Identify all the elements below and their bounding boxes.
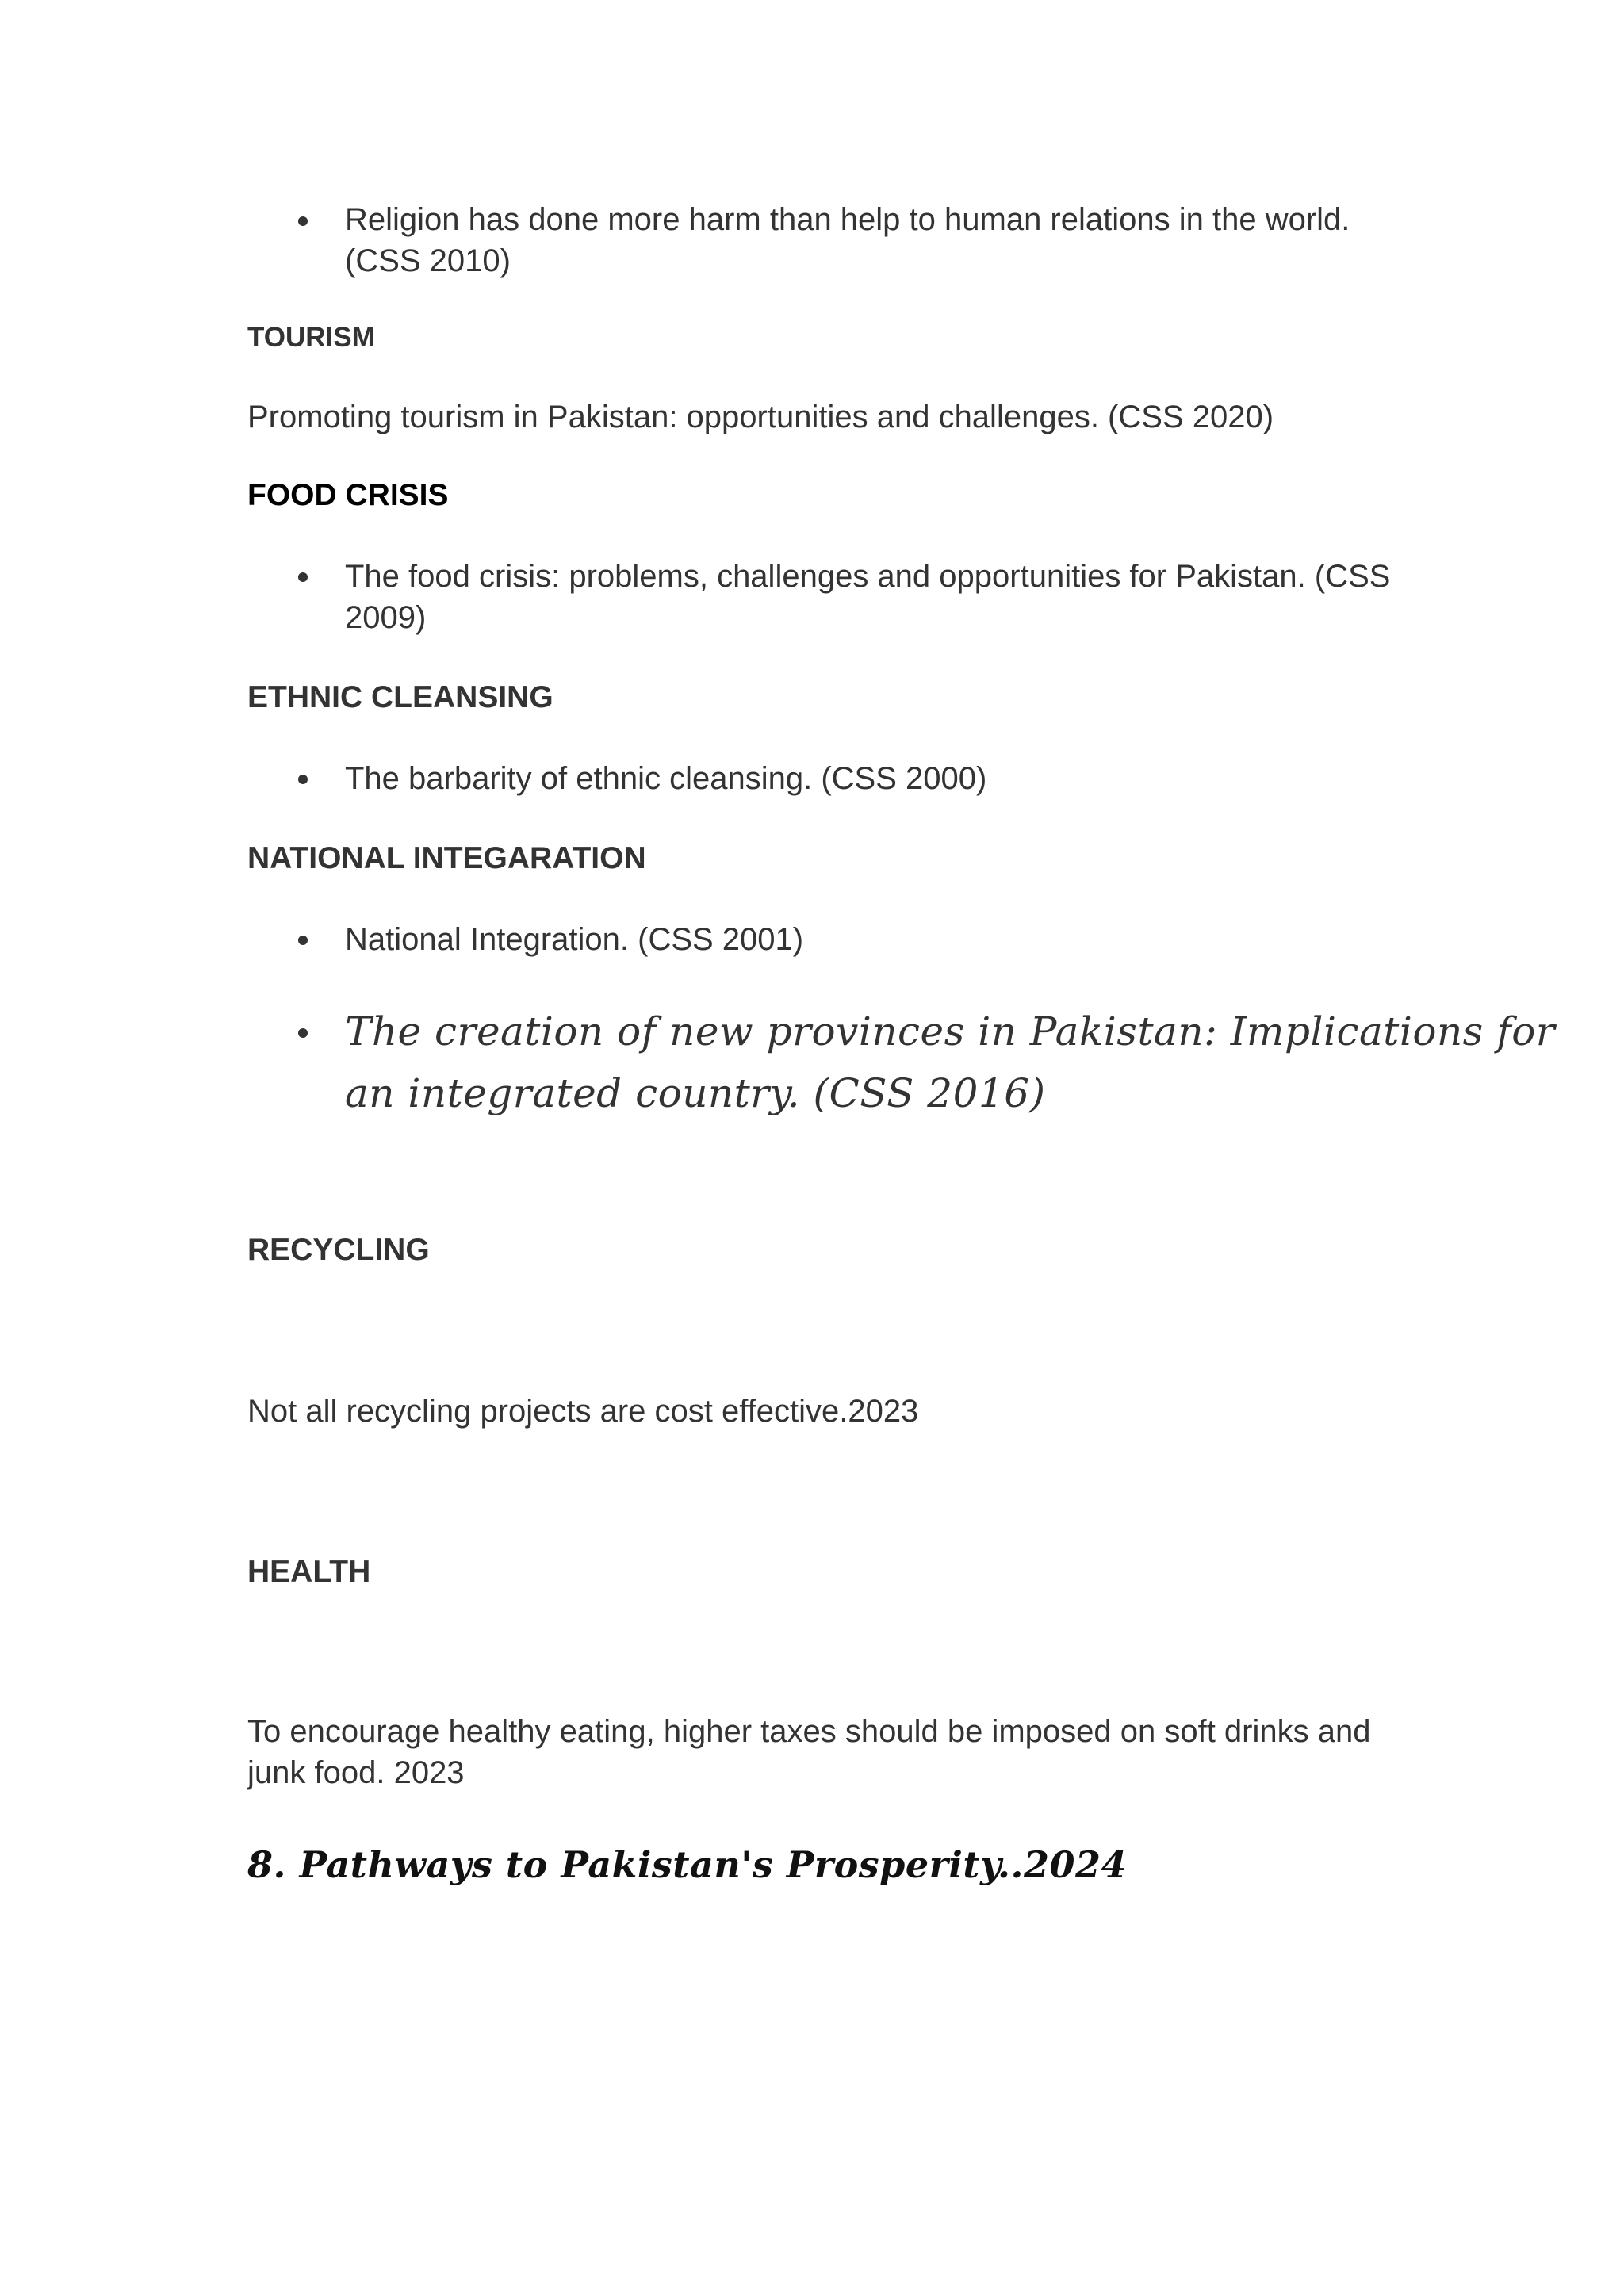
food-crisis-bullet-line2: 2009) xyxy=(345,600,427,635)
food-crisis-heading: FOOD CRISIS xyxy=(247,478,449,512)
health-text-line2: junk food. 2023 xyxy=(247,1755,465,1790)
national-integration-bullet-2-line2: an integrated country. (CSS 2016) xyxy=(345,1070,1046,1116)
tourism-text: Promoting tourism in Pakistan: opportunities and challenges. (CSS 2020) xyxy=(247,400,1274,434)
recycling-text: Not all recycling projects are cost effective.2023 xyxy=(247,1394,919,1429)
religion-bullet-line2: (CSS 2010) xyxy=(345,243,511,278)
national-integration-heading: NATIONAL INTEGARATION xyxy=(247,841,646,875)
ethnic-cleansing-heading: ETHNIC CLEANSING xyxy=(247,680,553,714)
tourism-heading: TOURISM xyxy=(247,322,375,353)
bullet-icon xyxy=(298,936,308,945)
ethnic-cleansing-bullet-text: The barbarity of ethnic cleansing. (CSS 2000) xyxy=(345,761,987,796)
national-integration-bullet-1-text: National Integration. (CSS 2001) xyxy=(345,922,804,957)
health-heading: HEALTH xyxy=(247,1555,371,1589)
bullet-icon xyxy=(298,572,308,582)
prosperity-heading: 8. Pathways to Pakistan's Prosperity..2024 xyxy=(247,1843,1128,1886)
national-integration-bullet-2-line1: The creation of new provinces in Pakistan: Implications for xyxy=(345,1008,1556,1054)
religion-bullet-line1: Religion has done more harm than help to human relations in the world. xyxy=(345,202,1350,237)
food-crisis-bullet-line1: The food crisis: problems, challenges and opportunities for Pakistan. (CSS xyxy=(345,559,1391,594)
health-text-line1: To encourage healthy eating, higher taxes should be imposed on soft drinks and xyxy=(247,1714,1371,1749)
recycling-heading: RECYCLING xyxy=(247,1233,430,1267)
bullet-icon xyxy=(298,775,308,784)
bullet-icon xyxy=(298,1028,308,1038)
bullet-icon xyxy=(298,216,308,226)
